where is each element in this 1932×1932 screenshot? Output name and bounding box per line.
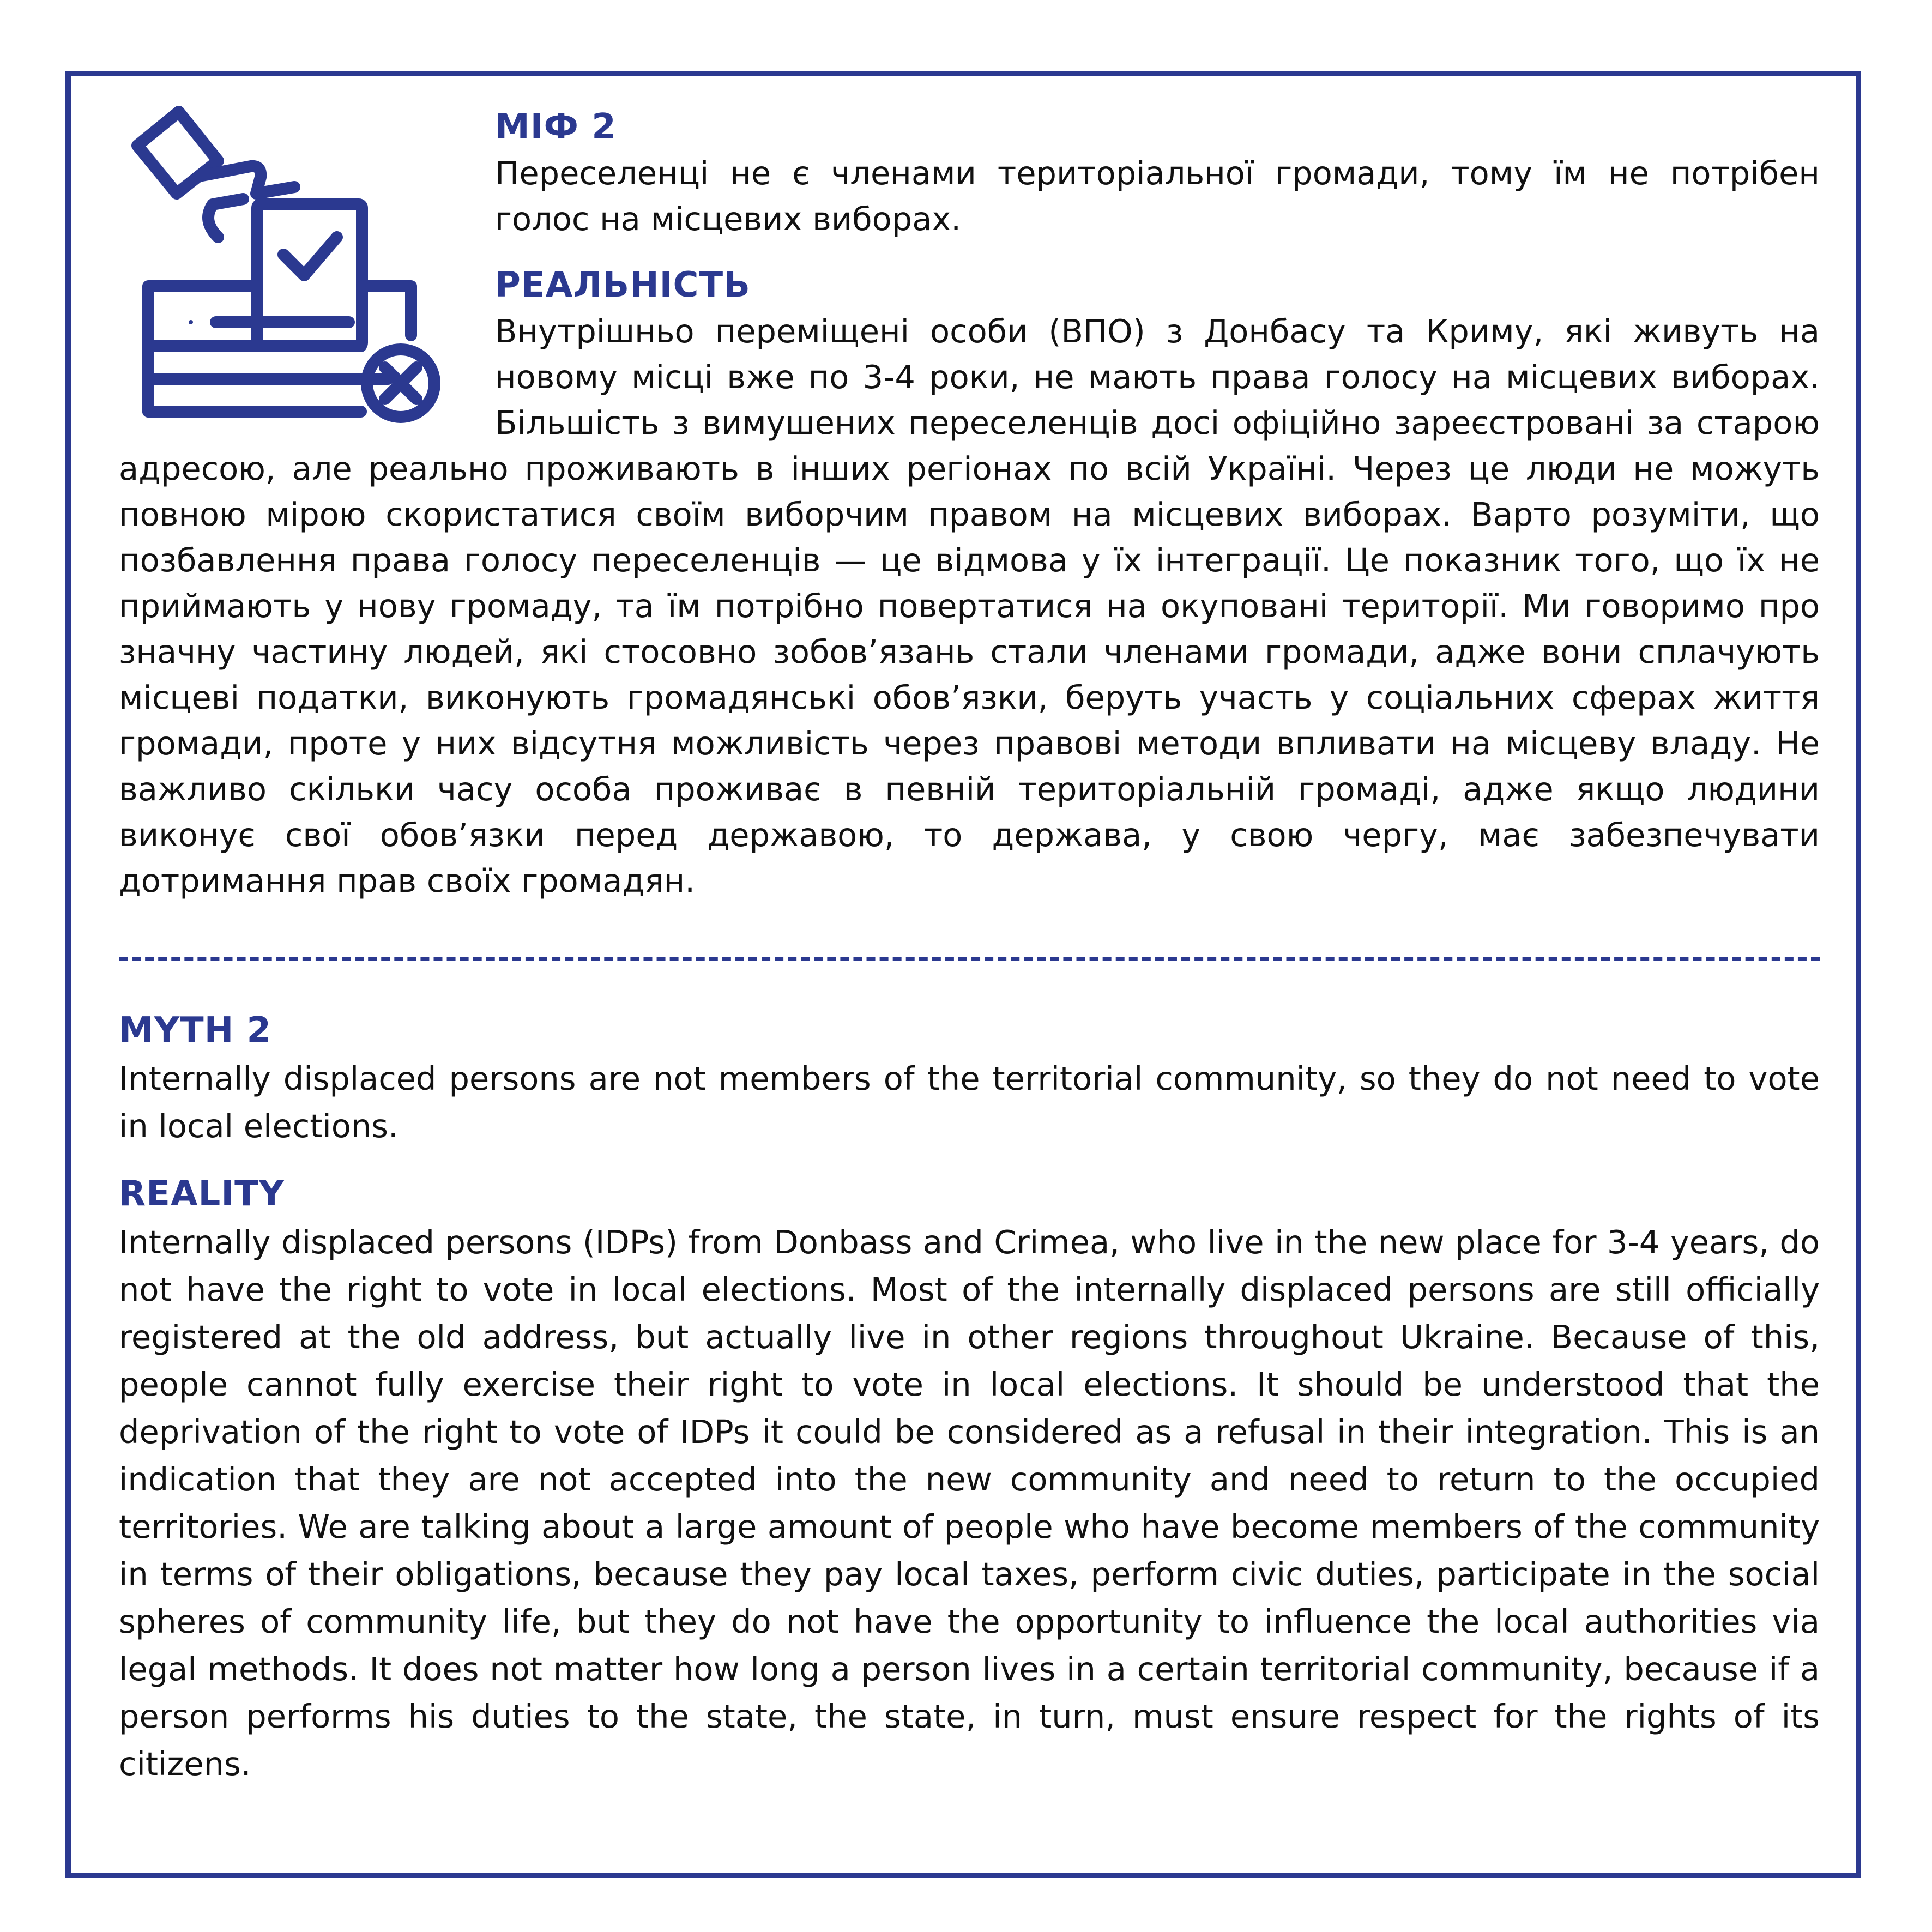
reality-heading-uk: РЕАЛЬНІСТЬ	[495, 265, 751, 305]
myth-heading-uk: МІФ 2	[495, 107, 617, 147]
reality-text-uk: Внутрішньо переміщені особи (ВПО) з Донбасу та Криму, які живуть на новому місці вже по 3-4 роки, не мають права голосу на місцевих виборах. Більшість з вимушених переселенців досі офіційно зареєстровані за старою адресою, але реально проживають в інших регіонах по всій Україні. Через це люди не можуть повною мірою скористатися своїм виборчим правом на місцевих виборах. Варто розуміти, що позбавлення права голосу переселенців — це відмова у їх інтеграції. Це показник того, що їх не приймають у нову громаду, та їм потрібно повертатися на окуповані території. Ми говоримо про значну частину людей, які стосовно зобов’язань стали членами громади, адже вони сплачують місцеві податки, виконують громадянські обов’язки, беруть участь у соціальних сферах життя громади, проте у них відсутня можливість через правові методи впливати на місцеву владу. Не важливо скільки часу особа проживає в певній територіальній громаді, адже якщо людини виконує свої обов’язки перед державою, то держава, у свою чергу, має забезпечувати дотримання прав своїх громадян.	[119, 312, 1820, 899]
reality-heading-en: REALITY	[119, 1174, 285, 1214]
reality-text-en: Internally displaced persons (IDPs) from Donbass and Crimea, who live in the new place for 3-4 years, do not have the right to vote in local elections. Most of the internally displaced persons are still officially registered at the old address, but actually live in other regions throughout Ukraine. Because of this, people cannot fully exercise their right to vote in local elections. It should be understood that the deprivation of the right to vote of IDPs it could be considered as a refusal in their integration. This is an indication that they are not accepted into the new community and need to return to the occupied territories. We are talking about a large amount of people who have become members of the community in terms of their obligations, because they pay local taxes, perform civic duties, participate in the social spheres of community life, but they do not have the opportunity to influence the local authorities via legal methods. It does not matter how long a person lives in a certain territorial community, because if a person performs his duties to the state, the state, in turn, must ensure respect for the rights of its citizens.	[119, 1223, 1820, 1783]
myth-heading-en: MYTH 2	[119, 1010, 272, 1050]
section-divider	[119, 957, 1820, 961]
ukrainian-section	[119, 104, 1820, 904]
myth-text-uk: Переселенці не є членами територіальної громади, тому їм не потрібен голос на місцевих виборах.	[495, 154, 1820, 238]
myth-text-en: Internally displaced persons are not members of the territorial community, so they do not need to vote in local elections.	[119, 1060, 1820, 1145]
english-section	[119, 1006, 1820, 1788]
